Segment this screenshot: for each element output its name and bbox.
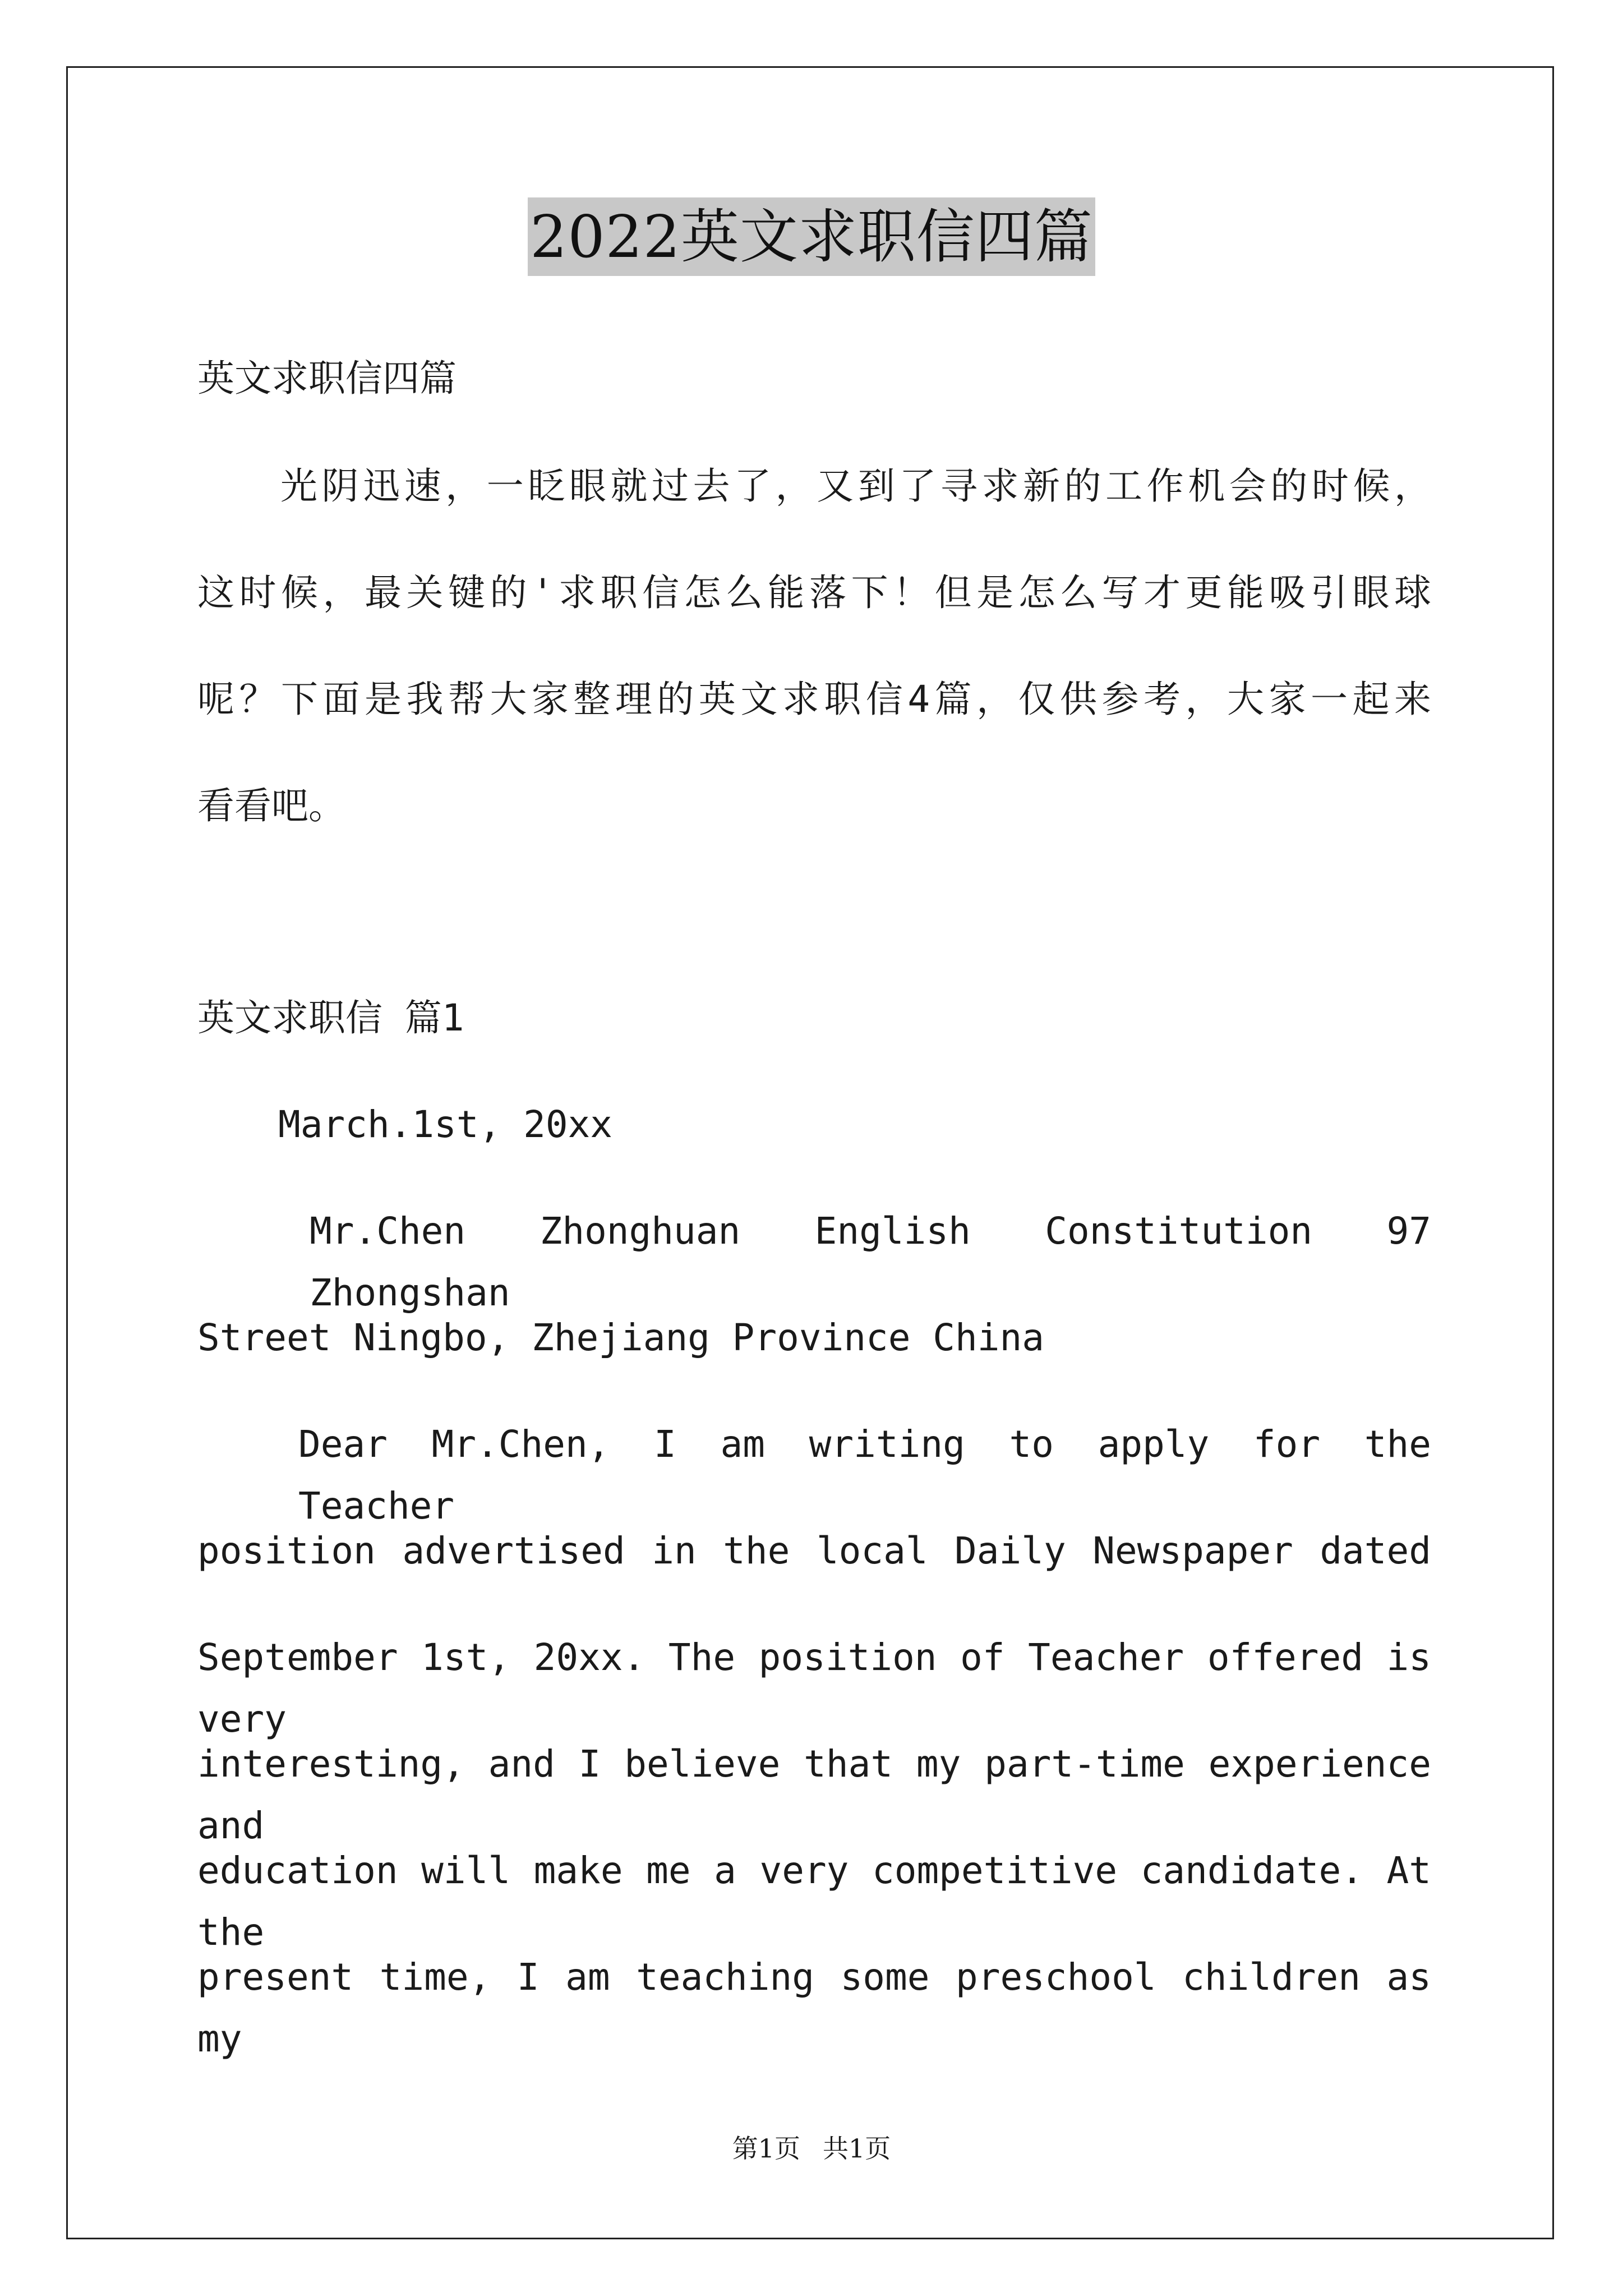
intro-line: 呢？下面是我帮大家整理的英文求职信4篇，仅供参考，大家一起来 [197,678,1431,721]
letter-date: March.1st, 20xx [278,1103,613,1146]
title-container [0,197,1623,276]
letter-line: present time, I am teaching some preschool children as my [197,1955,1431,2060]
page-footer [0,2129,1623,2168]
intro-line: 光阴迅速，一眨眼就过去了，又到了寻求新的工作机会的时候， [280,464,1431,508]
address-line: Street Ningbo, Zhejiang Province China [197,1316,1044,1359]
intro-line: 看看吧。 [197,784,345,827]
letter-line: education will make me a very competitive candidate. At the [197,1849,1431,1954]
letter-line: September 1st, 20xx. The position of Teacher offered is very [197,1636,1431,1741]
document-title: 2022英文求职信四篇 [528,197,1095,276]
page-number: 第1页 [732,2133,800,2164]
address-line: Mr.Chen Zhonghuan English Constitution 97 Zhongshan [310,1209,1431,1314]
letter-line: interesting, and I believe that my part-time experience and [197,1742,1431,1847]
letter-line: position advertised in the local Daily Newspaper dated [197,1529,1431,1572]
subtitle: 英文求职信四篇 [197,357,457,400]
section-heading: 英文求职信 篇1 [197,996,464,1039]
letter-line: Dear Mr.Chen, I am writing to apply for the Teacher [298,1423,1431,1527]
intro-line: 这时候，最关键的'求职信怎么能落下！但是怎么写才更能吸引眼球 [197,571,1431,614]
page-total: 共1页 [823,2133,891,2164]
